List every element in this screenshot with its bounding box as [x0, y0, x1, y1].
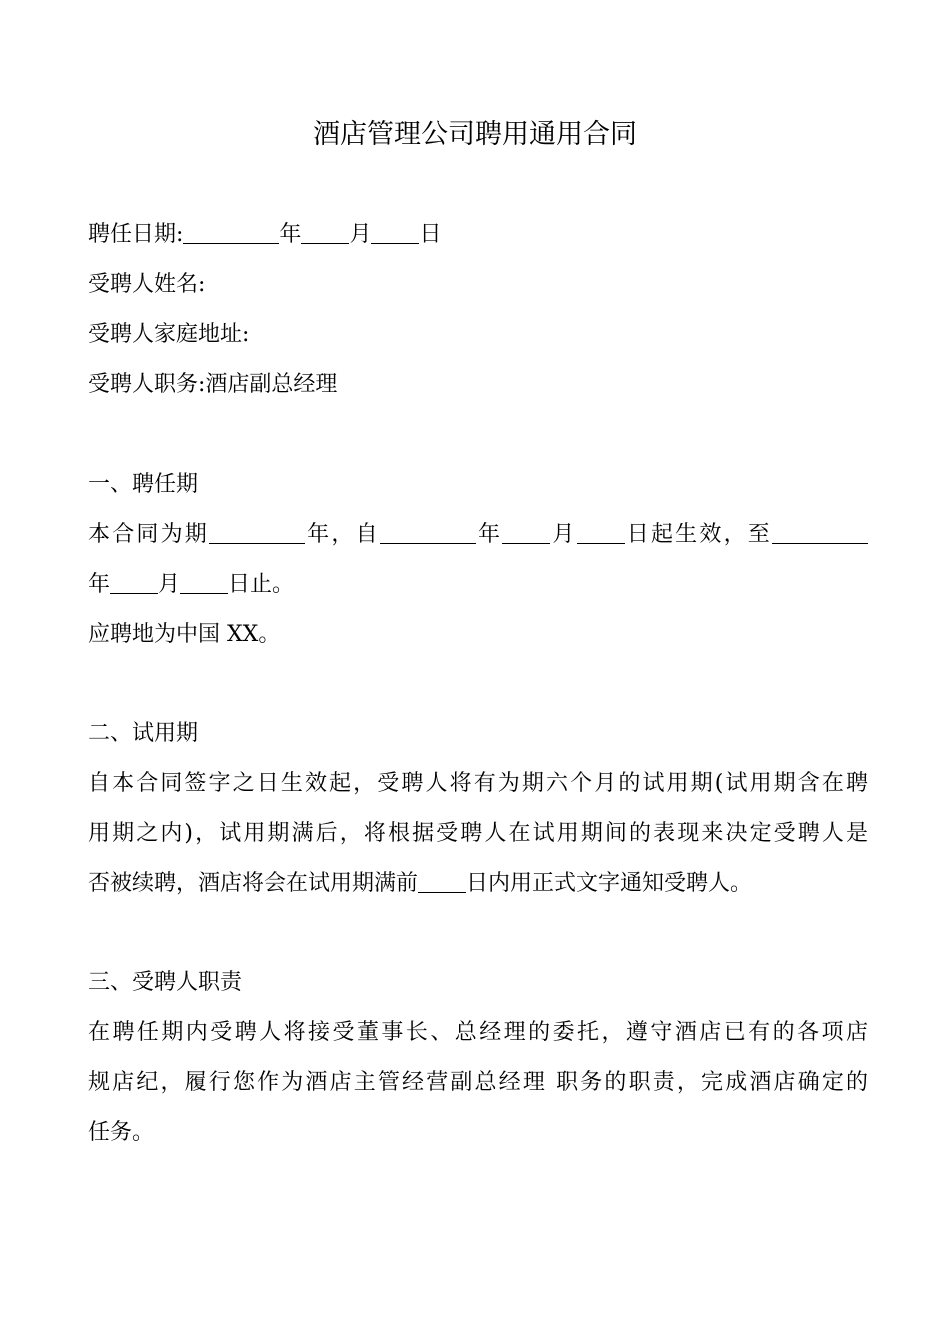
position-label: 受聘人职务:	[88, 372, 206, 397]
appointment-date-line	[88, 220, 868, 250]
day-blank	[371, 221, 419, 244]
section1-paragraph-line2	[88, 570, 868, 600]
probation-notice-suffix: 日内用正式文字通知受聘人。	[466, 871, 753, 896]
end-year-blank	[772, 521, 868, 544]
start-day-suffix: 日起生效，至	[624, 522, 772, 547]
appointment-date-label: 聘任日期:	[88, 222, 184, 247]
document-title: 酒店管理公司聘用通用合同	[313, 119, 637, 150]
start-year-blank	[380, 521, 476, 544]
end-month-suffix: 月	[158, 572, 181, 597]
section3-paragraph-line1: 在聘任期内受聘人将接受董事长、总经理的委托，遵守酒店已有的各项店	[88, 1020, 868, 1045]
term-text: 本合同为期	[88, 522, 209, 547]
start-month-suffix: 月	[550, 522, 577, 547]
position-value: 酒店副总经理	[205, 372, 338, 397]
probation-notice-text: 否被续聘，酒店将会在试用期满前	[88, 871, 419, 896]
address-label: 受聘人家庭地址:	[88, 322, 250, 347]
section1-heading: 一、聘任期	[88, 472, 199, 497]
position-line	[88, 370, 868, 400]
end-year-suffix: 年	[88, 572, 111, 597]
section2-paragraph-line1: 自本合同签字之日生效起，受聘人将有为期六个月的试用期(试用期含在聘	[88, 771, 868, 796]
notice-days-blank	[418, 870, 466, 893]
end-day-blank	[180, 571, 228, 594]
year-suffix: 年	[279, 222, 302, 247]
name-line	[88, 270, 868, 300]
section2-heading: 二、试用期	[88, 721, 199, 746]
section1-paragraph-line1	[88, 520, 868, 550]
month-suffix: 月	[349, 222, 372, 247]
start-day-blank	[577, 521, 625, 544]
name-label: 受聘人姓名:	[88, 272, 206, 297]
end-day-suffix: 日止。	[228, 572, 295, 597]
section3-paragraph-line3: 任务。	[88, 1120, 155, 1145]
section3-heading: 三、受聘人职责	[88, 970, 243, 995]
end-month-blank	[110, 571, 158, 594]
section2-paragraph-line2: 用期之内)，试用期满后，将根据受聘人在试用期间的表现来决定受聘人是	[88, 821, 868, 846]
start-month-blank	[502, 521, 550, 544]
month-blank	[301, 221, 349, 244]
start-year-suffix: 年	[475, 522, 503, 547]
address-line	[88, 320, 868, 350]
section3-paragraph-line2: 规店纪，履行您作为酒店主管经营副总经理 职务的职责，完成酒店确定的	[88, 1070, 868, 1095]
term-from-text: 年，自	[304, 522, 380, 547]
day-suffix: 日	[419, 222, 442, 247]
section1-location-line: 应聘地为中国 XX。	[88, 622, 281, 647]
year-blank	[183, 221, 279, 244]
section2-paragraph-line3	[88, 869, 868, 899]
term-years-blank	[209, 521, 305, 544]
